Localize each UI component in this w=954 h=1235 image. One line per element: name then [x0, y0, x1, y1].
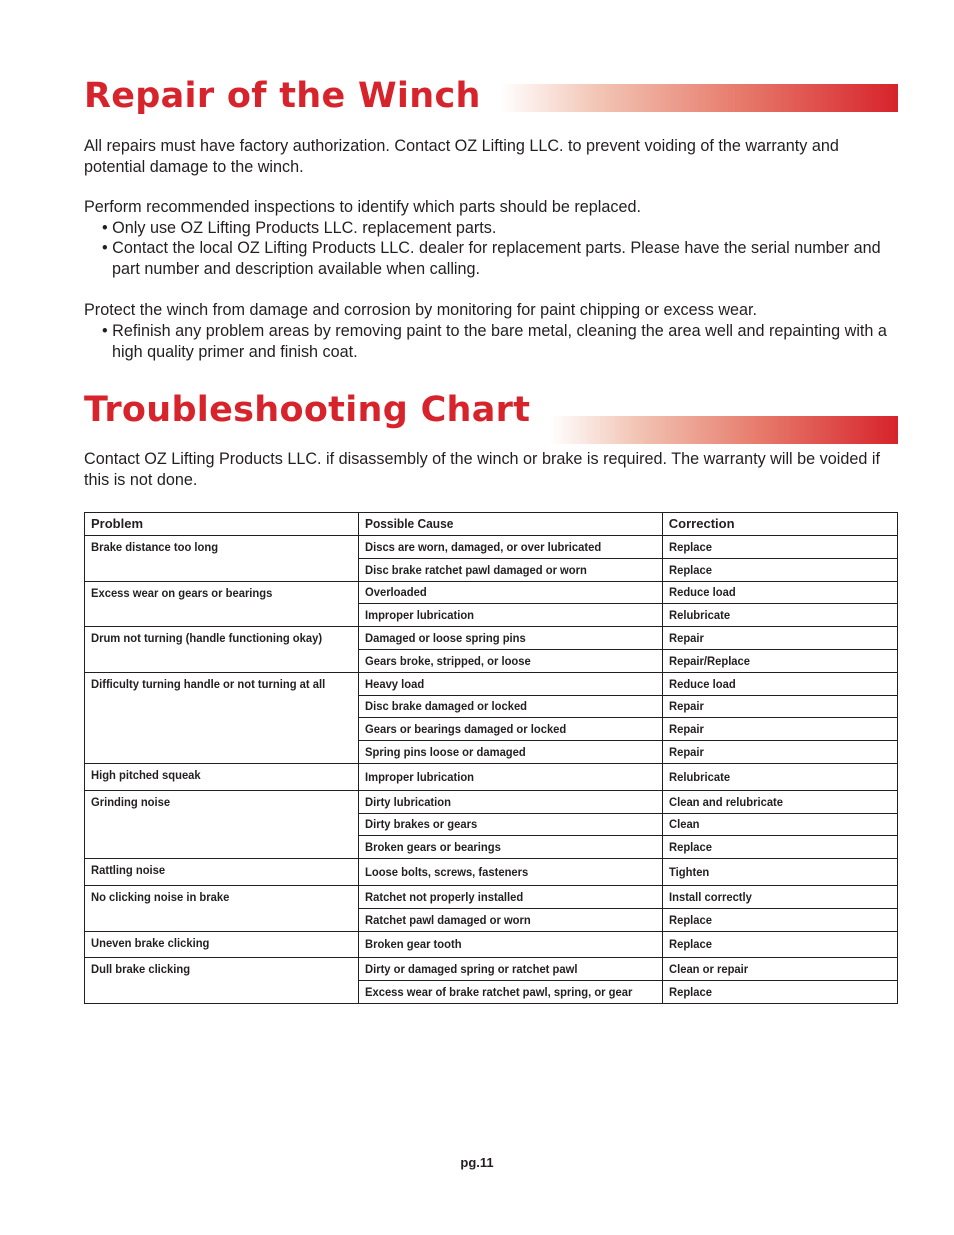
correction-cell — [662, 931, 897, 958]
correction-cell — [662, 672, 897, 695]
header-problem: Problem — [85, 513, 359, 536]
table-row — [85, 627, 898, 650]
cause-cell — [359, 536, 663, 559]
cause-cell — [359, 981, 663, 1004]
cause-text: Improper lubrication — [365, 608, 475, 623]
cause-text: Ratchet pawl damaged or worn — [365, 912, 531, 927]
problem-cell — [85, 790, 359, 858]
cause-cell — [359, 885, 663, 908]
cause-cell — [359, 627, 663, 650]
cause-cell — [359, 718, 663, 741]
bullet-item: • Only use OZ Lifting Products LLC. replacement parts. — [102, 219, 497, 237]
cause-text: Ratchet not properly installed — [365, 889, 524, 904]
heading-decor-bar — [500, 84, 898, 112]
cause-cell — [359, 958, 663, 981]
correction-text: Tighten — [668, 865, 710, 880]
correction-text: Repair — [668, 631, 704, 646]
cause-text: Gears broke, stripped, or loose — [365, 653, 531, 668]
correction-cell — [662, 859, 897, 886]
correction-cell — [662, 558, 897, 581]
cause-cell — [359, 790, 663, 813]
header-possible-cause-label: Possible Cause — [365, 516, 454, 531]
cause-cell — [359, 604, 663, 627]
correction-cell — [662, 836, 897, 859]
table-row — [85, 885, 898, 908]
repair-paragraph-1: All repairs must have factory authorization. Contact OZ Lifting LLC. to prevent voiding of the warranty and potential damage to the winch. — [84, 137, 839, 176]
correction-cell — [662, 581, 897, 604]
table-row — [85, 958, 898, 981]
correction-cell — [662, 604, 897, 627]
cause-text: Loose bolts, screws, fasteners — [365, 865, 529, 880]
correction-text: Replace — [668, 562, 712, 577]
correction-text: Clean or repair — [668, 962, 748, 977]
problem-cell — [85, 627, 359, 673]
correction-text: Replace — [668, 985, 712, 1000]
problem-cell — [85, 672, 359, 763]
problem-text: Drum not turning (handle functioning okay) — [91, 631, 323, 646]
bullet-item: • Refinish any problem areas by removing paint to the bare metal, cleaning the area well and repainting with a high quality primer and finish coat. — [102, 322, 887, 361]
correction-text: Reduce load — [668, 585, 736, 600]
cause-text: Dirty or damaged spring or ratchet pawl — [365, 962, 578, 977]
repair-paragraph-2: Perform recommended inspections to identify which parts should be replaced. — [84, 198, 641, 216]
cause-cell — [359, 813, 663, 836]
correction-text: Clean — [668, 817, 700, 832]
cause-text: Heavy load — [365, 676, 425, 691]
cause-text: Gears or bearings damaged or locked — [365, 722, 567, 737]
cause-cell — [359, 859, 663, 886]
table-header-row — [85, 513, 898, 536]
correction-cell — [662, 627, 897, 650]
bullet-item: • Contact the local OZ Lifting Products LLC. dealer for replacement parts. Please have the serial number and part number and description available when calling. — [102, 239, 881, 278]
problem-text: High pitched squeak — [91, 767, 201, 782]
correction-cell — [662, 813, 897, 836]
cause-text: Disc brake ratchet pawl damaged or worn — [365, 562, 588, 577]
problem-text: No clicking noise in brake — [91, 889, 230, 904]
cause-text: Dirty lubrication — [365, 794, 452, 809]
cause-cell — [359, 741, 663, 764]
problem-text: Excess wear on gears or bearings — [91, 585, 273, 600]
cause-text: Broken gears or bearings — [365, 840, 502, 855]
correction-cell — [662, 763, 897, 790]
troubleshooting-heading-row — [84, 390, 530, 430]
cause-text: Overloaded — [365, 585, 427, 600]
correction-text: Replace — [668, 912, 712, 927]
cause-text: Excess wear of brake ratchet pawl, spring, or gear — [365, 985, 633, 1000]
correction-cell — [662, 695, 897, 718]
table-row — [85, 581, 898, 604]
correction-text: Install correctly — [668, 889, 752, 904]
correction-cell — [662, 718, 897, 741]
table-row — [85, 536, 898, 559]
correction-cell — [662, 790, 897, 813]
repair-title: Repair of the Winch — [84, 76, 481, 116]
troubleshooting-intro: Contact OZ Lifting Products LLC. if disassembly of the winch or brake is required. The warranty will be voided if this is not done. — [84, 450, 880, 489]
correction-cell — [662, 649, 897, 672]
correction-cell — [662, 885, 897, 908]
repair-paragraph-3: Protect the winch from damage and corrosion by monitoring for paint chipping or excess wear. — [84, 301, 758, 319]
table-row — [85, 763, 898, 790]
table-row — [85, 931, 898, 958]
cause-text: Dirty brakes or gears — [365, 817, 478, 832]
cause-cell — [359, 763, 663, 790]
problem-cell — [85, 958, 359, 1004]
cause-cell — [359, 931, 663, 958]
correction-text: Repair/Replace — [668, 653, 750, 668]
correction-cell — [662, 981, 897, 1004]
cause-text: Damaged or loose spring pins — [365, 631, 526, 646]
cause-text: Broken gear tooth — [365, 937, 462, 952]
table-row — [85, 790, 898, 813]
cause-cell — [359, 908, 663, 931]
cause-text: Spring pins loose or damaged — [365, 745, 526, 760]
problem-text: Dull brake clicking — [91, 962, 191, 977]
correction-text: Relubricate — [668, 769, 730, 784]
table-row — [85, 859, 898, 886]
correction-text: Repair — [668, 745, 704, 760]
correction-text: Relubricate — [668, 608, 730, 623]
header-possible-cause — [359, 513, 663, 536]
cause-text: Discs are worn, damaged, or over lubricated — [365, 539, 602, 554]
problem-text: Brake distance too long — [91, 540, 219, 554]
correction-text: Repair — [668, 722, 704, 737]
problem-text: Uneven brake clicking — [91, 935, 210, 950]
heading-decor-bar — [550, 416, 898, 444]
problem-cell — [85, 581, 359, 627]
correction-cell — [662, 741, 897, 764]
cause-text: Disc brake damaged or locked — [365, 699, 528, 714]
table-row — [85, 672, 898, 695]
correction-text: Replace — [668, 539, 712, 554]
table-body — [85, 536, 898, 1004]
cause-cell — [359, 649, 663, 672]
cause-cell — [359, 558, 663, 581]
repair-heading-row — [84, 76, 481, 116]
correction-cell — [662, 958, 897, 981]
problem-cell — [85, 931, 359, 958]
problem-text: Grinding noise — [91, 794, 171, 809]
cause-text: Improper lubrication — [365, 769, 475, 784]
correction-cell — [662, 536, 897, 559]
problem-cell — [85, 859, 359, 886]
problem-cell — [85, 536, 359, 582]
cause-cell — [359, 836, 663, 859]
header-correction: Correction — [662, 513, 897, 536]
cause-cell — [359, 695, 663, 718]
cause-cell — [359, 581, 663, 604]
cause-cell — [359, 672, 663, 695]
page-number: pg.11 — [460, 1155, 494, 1170]
problem-text: Rattling noise — [91, 863, 166, 878]
correction-text: Clean and relubricate — [668, 794, 783, 809]
correction-text: Reduce load — [668, 676, 736, 691]
correction-cell — [662, 908, 897, 931]
correction-text: Replace — [668, 840, 712, 855]
problem-cell — [85, 885, 359, 931]
problem-cell — [85, 763, 359, 790]
troubleshooting-title: Troubleshooting Chart — [84, 390, 531, 430]
correction-text: Replace — [668, 937, 712, 952]
correction-text: Repair — [668, 699, 704, 714]
problem-text: Difficulty turning handle or not turning at all — [91, 676, 326, 691]
troubleshooting-table — [84, 512, 898, 1004]
